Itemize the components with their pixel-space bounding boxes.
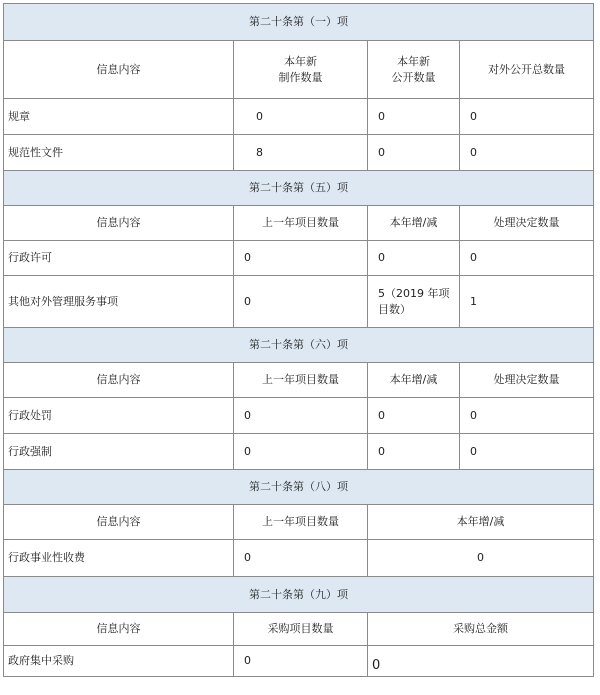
table-row [4, 434, 594, 470]
table-cell: 0 [234, 241, 368, 276]
column-header: 本年新 公开数量 [368, 41, 460, 99]
column-header: 本年新 制作数量 [234, 41, 368, 99]
section-title: 第二十条第（八）项 [4, 470, 594, 505]
section-title: 第二十条第（五）项 [4, 171, 594, 206]
column-header: 信息内容 [4, 41, 234, 99]
table-cell: 0 [234, 434, 368, 470]
table-cell: 0 [368, 135, 460, 171]
table-row [4, 135, 594, 171]
table-cell: 0 [368, 646, 594, 677]
column-header: 本年增/减 [368, 206, 460, 241]
header-row [4, 41, 594, 99]
table-cell: 0 [234, 276, 368, 328]
section-title-row [4, 171, 594, 206]
section-title: 第二十条第（一）项 [4, 4, 594, 41]
row-label: 行政处罚 [4, 398, 234, 434]
column-header: 信息内容 [4, 613, 234, 646]
table-cell: 0 [368, 540, 594, 577]
table-cell: 0 [460, 135, 594, 171]
column-header: 信息内容 [4, 505, 234, 540]
row-label: 行政强制 [4, 434, 234, 470]
table-cell: 0 [234, 99, 368, 135]
table-row [4, 99, 594, 135]
row-label: 行政事业性收费 [4, 540, 234, 577]
column-header: 处理决定数量 [460, 363, 594, 398]
section-title: 第二十条第（九）项 [4, 577, 594, 613]
header-row [4, 206, 594, 241]
table-cell: 0 [368, 434, 460, 470]
table-row [4, 276, 594, 328]
header-row [4, 613, 594, 646]
column-header: 采购项目数量 [234, 613, 368, 646]
column-header: 信息内容 [4, 206, 234, 241]
table-cell: 5（2019 年项目数） [368, 276, 460, 328]
table-row [4, 241, 594, 276]
table-row [4, 398, 594, 434]
table-cell: 0 [368, 398, 460, 434]
header-row [4, 363, 594, 398]
section-title-row [4, 577, 594, 613]
column-header: 处理决定数量 [460, 206, 594, 241]
column-header: 上一年项目数量 [234, 363, 368, 398]
column-header: 信息内容 [4, 363, 234, 398]
column-header: 上一年项目数量 [234, 206, 368, 241]
table-cell: 8 [234, 135, 368, 171]
table-cell: 0 [460, 434, 594, 470]
table-cell: 0 [460, 398, 594, 434]
table-cell: 0 [234, 646, 368, 677]
section-title-row [4, 328, 594, 363]
column-header: 上一年项目数量 [234, 505, 368, 540]
column-header: 采购总金额 [368, 613, 594, 646]
row-label: 其他对外管理服务事项 [4, 276, 234, 328]
section-title: 第二十条第（六）项 [4, 328, 594, 363]
disclosure-table-frame [3, 3, 593, 690]
table-cell: 0 [460, 99, 594, 135]
table-cell: 0 [234, 398, 368, 434]
column-header: 本年增/减 [368, 505, 594, 540]
table-cell: 0 [368, 241, 460, 276]
column-header: 本年增/减 [368, 363, 460, 398]
column-header: 对外公开总数量 [460, 41, 594, 99]
row-label: 规章 [4, 99, 234, 135]
table-row [4, 540, 594, 577]
row-label: 政府集中采购 [4, 646, 234, 677]
header-row [4, 505, 594, 540]
row-label: 行政许可 [4, 241, 234, 276]
table-cell: 0 [368, 99, 460, 135]
table-cell: 0 [460, 241, 594, 276]
disclosure-table [3, 3, 594, 677]
section-title-row [4, 470, 594, 505]
section-title-row [4, 4, 594, 41]
table-cell: 0 [234, 540, 368, 577]
table-row [4, 646, 594, 677]
row-label: 规范性文件 [4, 135, 234, 171]
table-cell: 1 [460, 276, 594, 328]
